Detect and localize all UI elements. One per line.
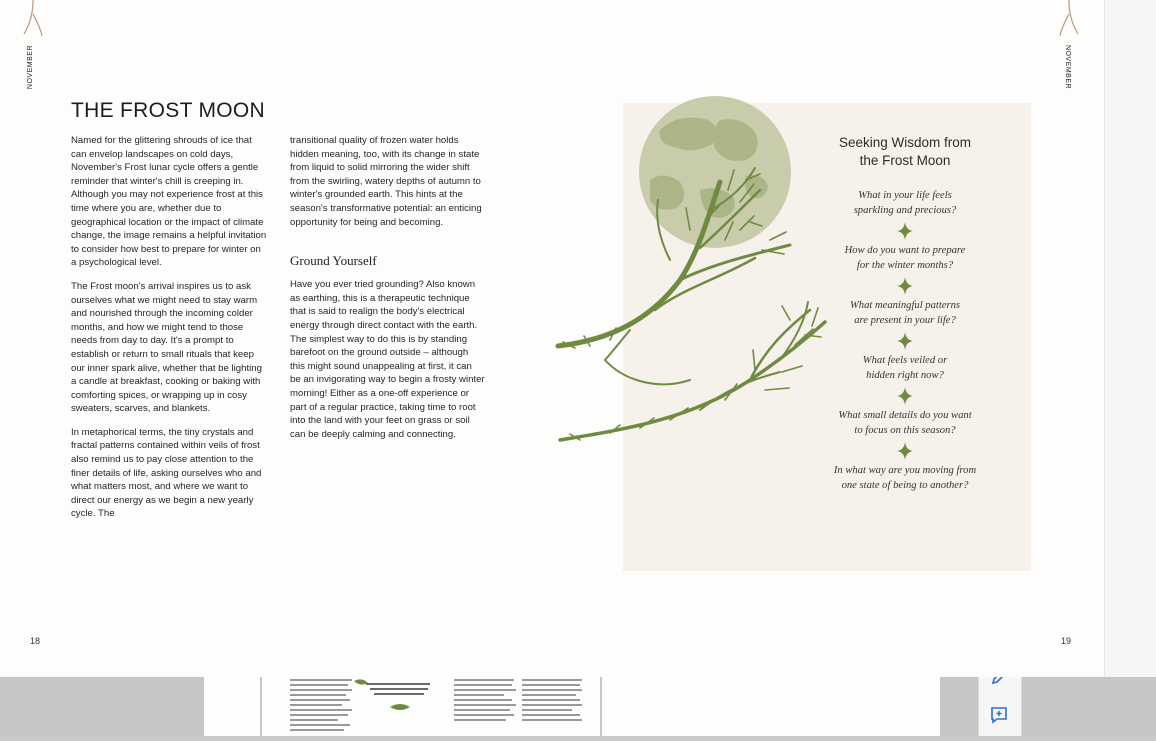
- subheading: Ground Yourself: [290, 253, 377, 269]
- panel-title-line: Seeking Wisdom from: [838, 135, 972, 150]
- panel-title-line: the Frost Moon: [859, 153, 951, 168]
- sparkle-icon: [812, 329, 998, 353]
- paragraph: Have you ever tried grounding? Also known as earthing, this is a therapeutic technique that is said to realign the body's electrical energy through direct contact with the earth. The simplest way to do this is by standing barefoot on the ground outside – although this might sound unappealing at first, it can be an invigorating way to begin a frosty winter morning! Either as a one-off experience or part of a regular practice, taking time to root into the land with your feet on grass or soil can be deeply calming and connecting.: [290, 279, 485, 440]
- sparkle-icon: [812, 439, 998, 463]
- question-item: What feels veiled or hidden right now?: [862, 355, 948, 381]
- page-title: THE FROST MOON: [71, 99, 265, 122]
- body-column-right: [290, 134, 485, 451]
- moon-and-branches-illustration: [550, 90, 840, 460]
- paragraph: In metaphorical terms, the tiny crystals and fractal patterns contained within veils of frost also remind us to pay close attention to the finer details of life, asking ourselves who and what matters most, and where we want to direct our energy as we begin a new yearly cycle. The: [71, 426, 262, 520]
- next-page-thumbnail-edge[interactable]: [204, 677, 260, 736]
- comment-toolbar: [978, 677, 1022, 736]
- question-item: What in your life feels sparkling and precious?: [853, 190, 957, 216]
- paragraph: transitional quality of frozen water holds hidden meaning, too, with its change in state from liquid to solid mirroring the wider shift from the swirling, watery depths of autumn to winter's grounded earth. This hints at the season's transformative potential: an enticing opportunity for being and becoming.: [290, 135, 482, 228]
- question-item: What small details do you want to focus on this season?: [838, 410, 972, 436]
- body-column-left: [71, 134, 267, 531]
- running-head-left: NOVEMBER: [27, 45, 34, 90]
- paragraph: The Frost moon's arrival inspires us to ask ourselves what we might need to stay warm and nourished through the incoming colder months, and how we might tend to those needs from day to day. It's a prompt to establish or return to small rituals that keep our inner spark alive, whether that be lighting a candle at breakfast, cooking or baking with comforting spices, or wrapping up in cosy sweaters, scarves, and blankets.: [71, 280, 262, 415]
- question-item: How do you want to prepare for the winter months?: [844, 245, 966, 271]
- reflection-questions: [812, 188, 998, 494]
- page-number-right: 19: [1061, 636, 1072, 646]
- next-spread-preview: [262, 677, 600, 736]
- branch-ornament-right: [1058, 0, 1080, 40]
- question-item: What meaningful patterns are present in your life?: [849, 300, 961, 326]
- sparkle-icon: [812, 384, 998, 408]
- sidebar-strip: [1104, 0, 1156, 677]
- question-item: In what way are you moving from one state of being to another?: [833, 465, 977, 491]
- running-head-right: NOVEMBER: [1064, 45, 1071, 90]
- page-number-left: 18: [30, 636, 41, 646]
- panel-title: [810, 134, 1000, 170]
- branch-ornament-left: [22, 0, 44, 40]
- next-spread-thumbnail[interactable]: [262, 677, 600, 736]
- paragraph: Named for the glittering shrouds of ice that can envelop landscapes on cold days, November's Frost lunar cycle offers a gentle reminder that winter's chill is creeping in. Although you may not experience frost at this time where you are, whether due to geographical location or the impact of climate change, the image remains a helpful invitation to consider how best to prepare for winter on a psychological level.: [71, 135, 267, 269]
- sparkle-icon: [812, 274, 998, 298]
- sparkle-icon: [812, 219, 998, 243]
- add-comment-icon[interactable]: [986, 702, 1012, 728]
- next-spread-right-thumbnail[interactable]: [602, 677, 940, 736]
